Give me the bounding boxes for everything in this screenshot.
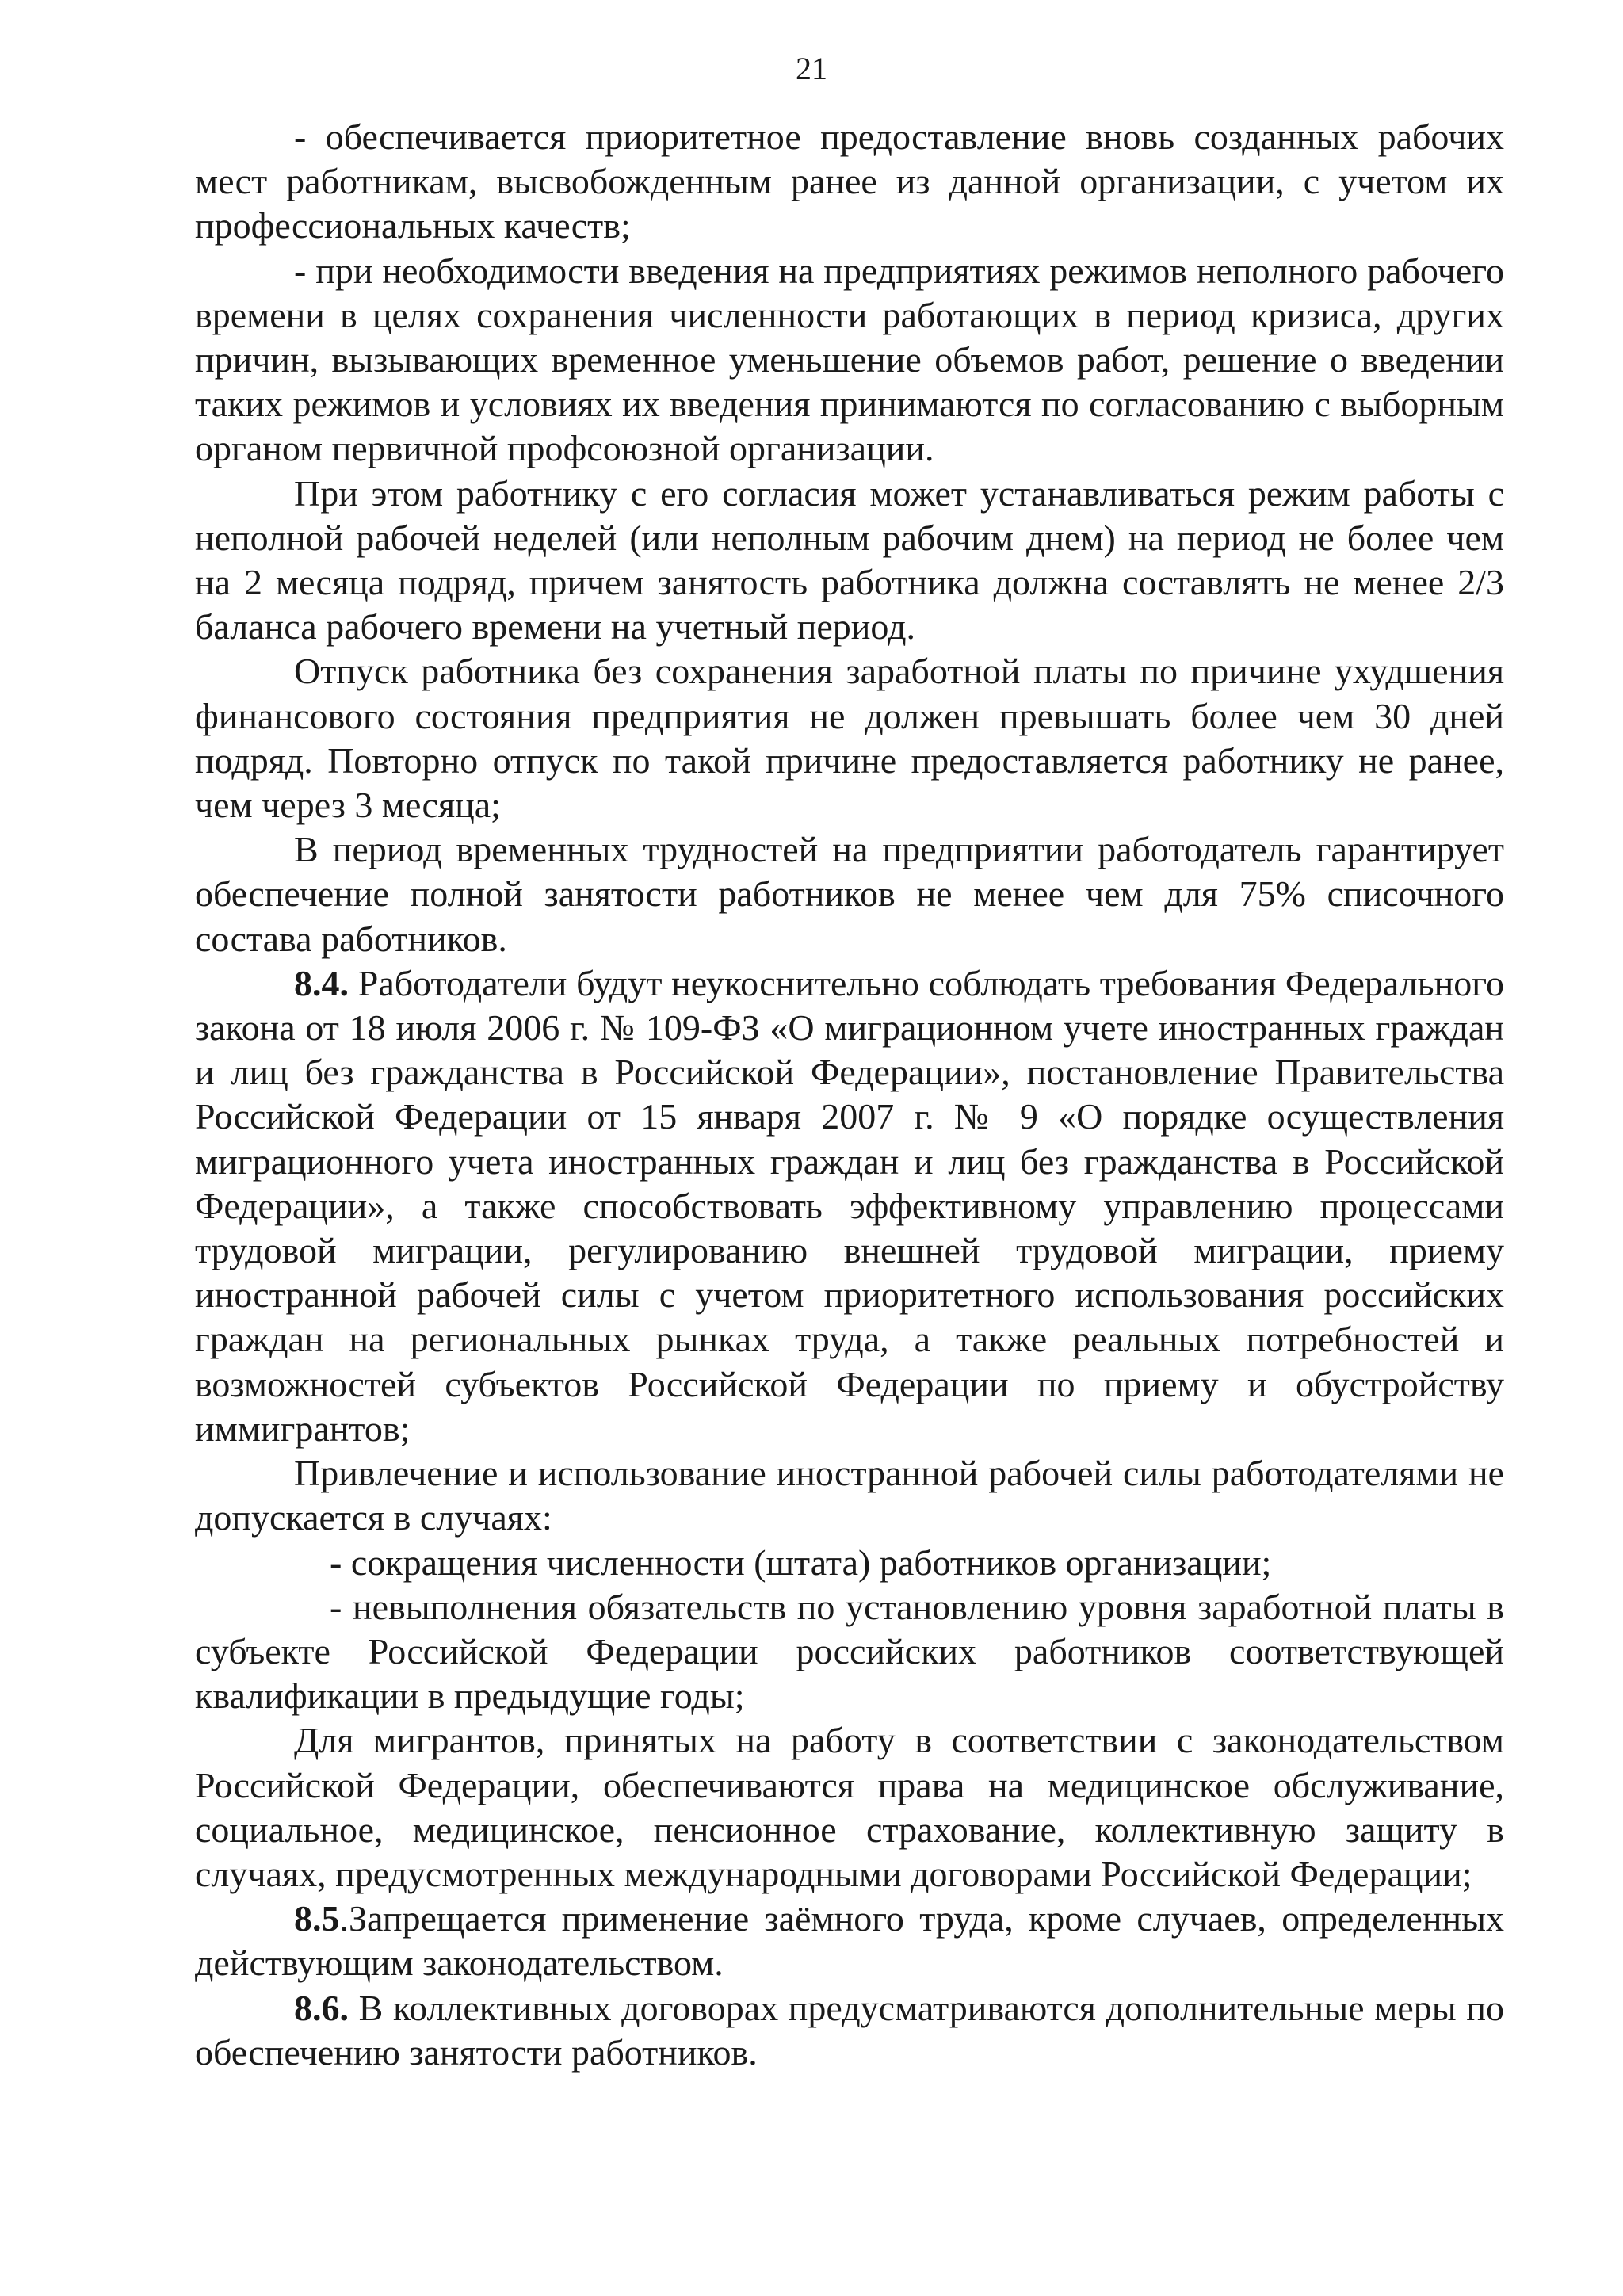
paragraph-part-time-regime: - при необходимости введения на предприятиях режимов неполного рабочего времени в целях сохранения численности работающих в период кризиса, других причин, вызывающих временное уменьшение объемов работ, решение о введении таких режимов и условиях их введения принимаются по согласованию с выборным органом первичной профсоюзной организации. <box>195 250 1504 469</box>
paragraph-8-5-borrowed-labour: 8.5.Запрещается применение заёмного труда, кроме случаев, определенных действующим законодательством. <box>195 1898 1504 1984</box>
paragraph-employment-guarantee: В период временных трудностей на предприятии работодатель гарантирует обеспечение полной занятости работников не менее чем для 75% списочного состава работников. <box>195 829 1504 959</box>
paragraph-8-6-collective-agreements: 8.6. В коллективных договорах предусматриваются дополнительные меры по обеспечению занятости работников. <box>195 1987 1504 2073</box>
paragraph-migrant-rights: Для мигрантов, принятых на работу в соответствии с законодательством Российской Федерации, обеспечиваются права на медицинское обслуживание, социальное, медицинское, пенсионное страхование, коллективную защиту в случаях, предусмотренных международными договорами Российской Федерации; <box>195 1720 1504 1894</box>
clause-number-8-4: 8.4. <box>294 962 349 1003</box>
clause-number-8-5: 8.5 <box>294 1898 340 1939</box>
paragraph-part-time-limits: При этом работнику с его согласия может устанавливаться режим работы с неполной рабочей неделей (или неполным рабочим днем) на период не более чем на 2 месяца подряд, причем занятость работника должна составлять не менее 2/3 баланса рабочего времени на учетный период. <box>195 472 1504 648</box>
paragraph-8-4-migration: 8.4. Работодатели будут неукоснительно соблюдать требования Федерального закона от 18 июля 2006 г. № 109-ФЗ «О миграционном учете иностранных граждан и лиц без гражданства в Российской Федерации», постановление Правительства Российской Федерации от 15 января 2007 г. № 9 «О порядке осуществления миграционного учета иностранных граждан и лиц без гражданства в Российской Федерации», а также способствовать эффективному управлению процессами трудовой миграции, регулированию внешней трудовой миграции, приему иностранной рабочей силы с учетом приоритетного использования российских граждан на региональных рынках труда, а также реальных потребностей и возможностей субъектов Российской Федерации по приему и обустройству иммигрантов; <box>195 962 1504 1449</box>
paragraph-priority-jobs: - обеспечивается приоритетное предоставление вновь созданных рабочих мест работникам, высвобожденным ранее из данной организации, с учетом их профессиональных качеств; <box>195 117 1504 246</box>
clause-number-8-6: 8.6. <box>294 1987 349 2028</box>
paragraph-unpaid-leave: Отпуск работника без сохранения заработной платы по причине ухудшения финансового состояния предприятия не должен превышать более чем 30 дней подряд. Повторно отпуск по такой причине предоставляется работнику не ранее, чем через 3 месяца; <box>195 651 1504 826</box>
page-number: 21 <box>796 51 827 86</box>
list-item-staff-reduction: - сокращения численности (штата) работников организации; <box>330 1541 1272 1583</box>
paragraph-foreign-labour-restrictions: Привлечение и использование иностранной рабочей силы работодателями не допускается в случаях: <box>195 1453 1504 1538</box>
list-item-wage-obligations: - невыполнения обязательств по установлению уровня заработной платы в субъекте Российской Федерации российских работников соответствующей квалификации в предыдущие годы; <box>195 1586 1504 1717</box>
document-body <box>195 115 1504 2075</box>
